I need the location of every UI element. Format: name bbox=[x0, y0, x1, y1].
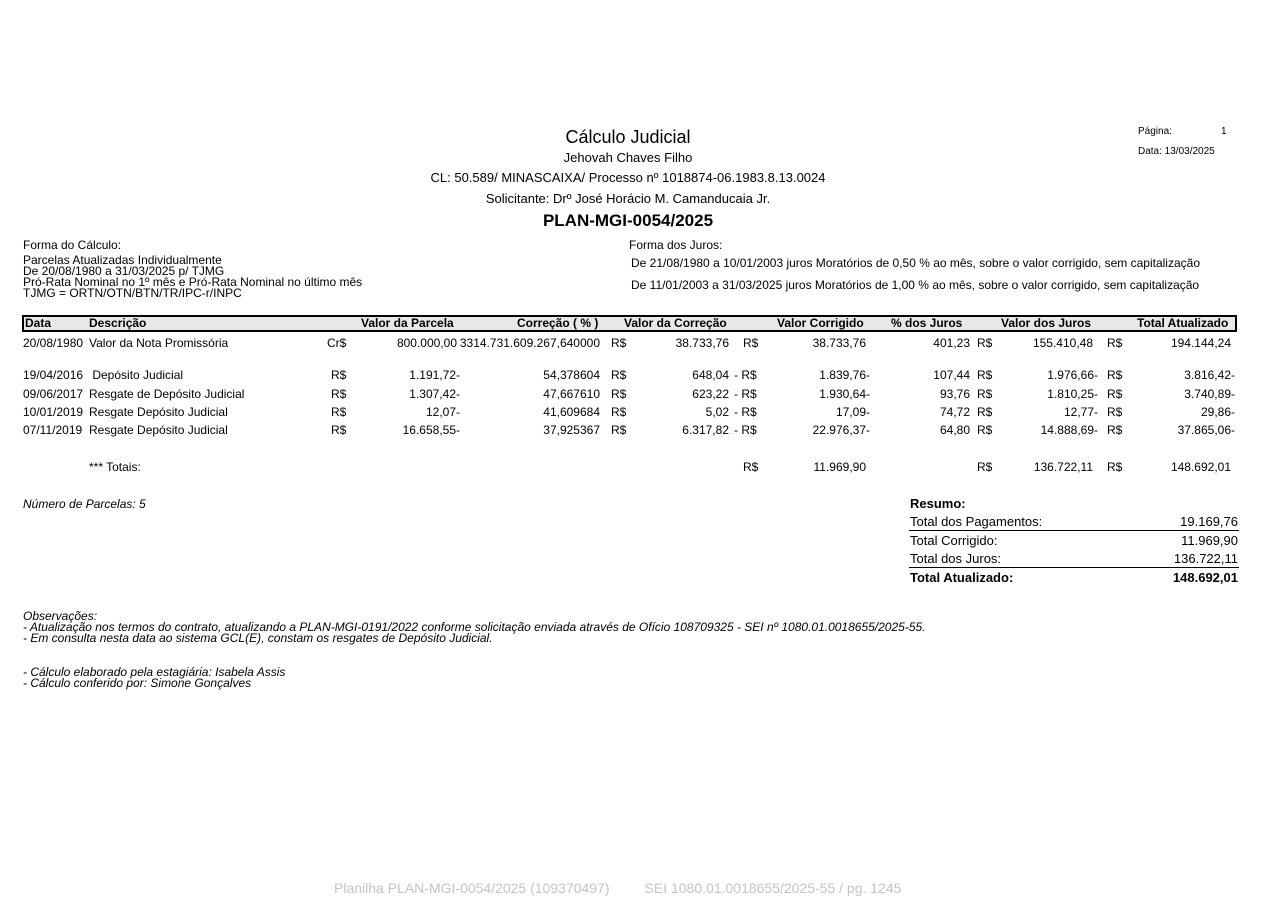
summary-value: 136.722,11 bbox=[1173, 551, 1238, 566]
cell-descricao: Resgate Depósito Judicial bbox=[89, 405, 228, 419]
cell-descricao: Resgate Depósito Judicial bbox=[89, 423, 228, 437]
cell-descricao: Depósito Judicial bbox=[89, 368, 184, 382]
col-header-valor-parcela: Valor da Parcela bbox=[361, 316, 454, 330]
cell-currency: R$ bbox=[1107, 405, 1123, 419]
cell-correcao: 3314.731.609.267,640000 bbox=[459, 336, 600, 350]
cell-valor-parcela: 16.658,55- bbox=[402, 423, 460, 437]
cell-currency: R$ bbox=[1107, 387, 1123, 401]
summary-row-juros bbox=[909, 550, 1239, 568]
observation-line: - Atualização nos termos do contrato, atualizando a PLAN-MGI-0191/2022 conforme solicitação enviada através de Ofício 108709325 - SEI nº 1080.01.0018655/2025-55. bbox=[23, 620, 926, 634]
summary-label: Total dos Pagamentos: bbox=[910, 514, 1043, 529]
summary-value: 11.969,90 bbox=[1181, 533, 1238, 548]
cell-currency: R$ bbox=[611, 336, 627, 350]
cell-currency: R$ bbox=[977, 460, 993, 474]
cell-data: 07/11/2019 bbox=[23, 423, 83, 437]
cell-valor-juros: 155.410,48 bbox=[1032, 336, 1093, 350]
cell-pct-juros: 93,76 bbox=[939, 387, 970, 401]
cell-descricao: Resgate de Depósito Judicial bbox=[89, 387, 245, 401]
cell-currency: - R$ bbox=[734, 368, 757, 382]
summary-row-pagamentos bbox=[909, 513, 1239, 531]
col-header-valor-juros: Valor dos Juros bbox=[1001, 316, 1092, 330]
cell-currency: R$ bbox=[611, 423, 627, 437]
totals-valor-juros: 136.722,11 bbox=[1033, 460, 1093, 474]
summary-label: Total Corrigido: bbox=[910, 533, 998, 548]
cell-currency: R$ bbox=[977, 336, 993, 350]
cell-currency: R$ bbox=[1107, 368, 1123, 382]
cell-valor-corrigido: 22.976,37- bbox=[812, 423, 870, 437]
page-label: Página: bbox=[1138, 126, 1172, 137]
col-header-descricao: Descrição bbox=[89, 316, 147, 330]
summary-label: Total dos Juros: bbox=[910, 551, 1002, 566]
calc-method-label: Forma do Cálculo: bbox=[23, 238, 122, 252]
cell-valor-juros: 1.810,25- bbox=[1047, 387, 1098, 401]
cell-valor-correcao: 6.317,82 bbox=[682, 423, 729, 437]
cell-valor-parcela: 1.191,72- bbox=[409, 368, 460, 382]
cell-correcao: 47,667610 bbox=[543, 387, 600, 401]
cell-pct-juros: 107,44 bbox=[933, 368, 970, 382]
totals-valor-corrigido: 11.969,90 bbox=[813, 460, 866, 474]
document-title: Cálculo Judicial bbox=[565, 127, 691, 147]
cell-currency: R$ bbox=[611, 387, 627, 401]
col-header-total: Total Atualizado bbox=[1137, 316, 1229, 330]
document-footer: Planilha PLAN-MGI-0054/2025 (109370497) SEI 1080.01.0018655/2025-55 / pg. 1245 bbox=[334, 880, 902, 896]
cell-currency: R$ bbox=[977, 368, 993, 382]
totals-label: *** Totais: bbox=[89, 460, 141, 474]
cell-currency: R$ bbox=[1107, 336, 1123, 350]
cell-currency: Cr$ bbox=[327, 336, 347, 350]
calc-method-line: TJMG = ORTN/OTN/BTN/TR/IPC-r/INPC bbox=[23, 286, 242, 300]
cell-valor-corrigido: 17,09- bbox=[835, 405, 870, 419]
col-header-valor-correcao: Valor da Correção bbox=[624, 316, 727, 330]
cell-data: 10/01/2019 bbox=[23, 405, 84, 419]
cell-currency: R$ bbox=[977, 405, 993, 419]
cell-valor-correcao: 648,04 bbox=[692, 368, 729, 382]
summary-value: 148.692,01 bbox=[1172, 570, 1238, 585]
col-header-correcao: Correção ( % ) bbox=[517, 316, 599, 330]
summary-label: Total Atualizado: bbox=[910, 570, 1014, 585]
calc-method-line: Pró-Rata Nominal no 1º mês e Pró-Rata Nominal no último mês bbox=[23, 275, 363, 289]
cell-currency: R$ bbox=[331, 368, 347, 382]
cell-valor-juros: 12,77- bbox=[1063, 405, 1098, 419]
cell-currency: - R$ bbox=[734, 405, 757, 419]
cell-data: 09/06/2017 bbox=[23, 387, 84, 401]
cell-currency: R$ bbox=[1107, 423, 1123, 437]
cell-currency: - R$ bbox=[734, 423, 757, 437]
totals-total: 148.692,01 bbox=[1170, 460, 1231, 474]
cell-valor-juros: 14.888,69- bbox=[1040, 423, 1098, 437]
col-header-pct-juros: % dos Juros bbox=[891, 316, 963, 330]
cell-pct-juros: 64,80 bbox=[939, 423, 970, 437]
cell-currency: R$ bbox=[611, 405, 627, 419]
cell-currency: R$ bbox=[331, 423, 347, 437]
cell-currency: R$ bbox=[331, 387, 347, 401]
person-name: Jehovah Chaves Filho bbox=[563, 150, 693, 165]
plan-code: PLAN-MGI-0054/2025 bbox=[542, 211, 714, 230]
calc-method-line: Parcelas Atualizadas Individualmente bbox=[23, 253, 222, 267]
cell-valor-correcao: 38.733,76 bbox=[675, 336, 729, 350]
cell-total: 29,86- bbox=[1200, 405, 1235, 419]
cell-currency: - R$ bbox=[734, 387, 757, 401]
page-number: 1 bbox=[1221, 126, 1227, 137]
observation-line: - Em consulta nesta data ao sistema GCL(E), constam os resgates de Depósito Judicial. bbox=[23, 631, 493, 645]
cell-currency: R$ bbox=[611, 368, 627, 382]
cell-valor-corrigido: 1.839,76- bbox=[819, 368, 870, 382]
col-header-valor-corrigido: Valor Corrigido bbox=[777, 316, 864, 330]
cell-currency: R$ bbox=[977, 423, 993, 437]
interest-method-line: De 21/08/1980 a 10/01/2003 juros Moratórios de 0,50 % ao mês, sobre o valor corrigido, sem capitalização bbox=[631, 256, 1200, 270]
process-line: CL: 50.589/ MINASCAIXA/ Processo nº 1018874-06.1983.8.13.0024 bbox=[430, 170, 826, 185]
cell-currency: R$ bbox=[331, 405, 347, 419]
cell-valor-correcao: 623,22 bbox=[692, 387, 729, 401]
summary-title: Resumo: bbox=[910, 496, 966, 511]
interest-method-line: De 11/01/2003 a 31/03/2025 juros Moratórios de 1,00 % ao mês, sobre o valor corrigido, sem capitalização bbox=[631, 278, 1200, 292]
cell-correcao: 37,925367 bbox=[543, 423, 600, 437]
cell-currency: R$ bbox=[743, 460, 759, 474]
cell-total: 37.865,06- bbox=[1177, 423, 1235, 437]
cell-pct-juros: 401,23 bbox=[933, 336, 970, 350]
cell-valor-correcao: 5,02 bbox=[705, 405, 729, 419]
cell-data: 19/04/2016 bbox=[23, 368, 84, 382]
cell-valor-juros: 1.976,66- bbox=[1047, 368, 1098, 382]
calc-method-details bbox=[23, 255, 362, 299]
cell-valor-parcela: 800.000,00 bbox=[396, 336, 457, 350]
cell-descricao: Valor da Nota Promissória bbox=[89, 336, 229, 350]
summary-row-corrigido bbox=[909, 532, 1239, 550]
cell-currency: R$ bbox=[977, 387, 993, 401]
date-label: Data: 13/03/2025 bbox=[1138, 146, 1215, 157]
calc-method-line: De 20/08/1980 a 31/03/2025 p/ TJMG bbox=[23, 264, 225, 278]
summary-row-total bbox=[909, 569, 1239, 587]
interest-method-label: Forma dos Juros: bbox=[629, 238, 723, 252]
observations bbox=[23, 611, 926, 644]
cell-correcao: 54,378604 bbox=[543, 368, 600, 382]
summary-value: 19.169,76 bbox=[1180, 514, 1238, 529]
cell-valor-corrigido: 1.930,64- bbox=[819, 387, 870, 401]
installments-count: Número de Parcelas: 5 bbox=[23, 497, 146, 511]
cell-currency: R$ bbox=[743, 336, 759, 350]
cell-valor-parcela: 12,07- bbox=[425, 405, 460, 419]
requester-line: Solicitante: Drº José Horácio M. Camanducaia Jr. bbox=[485, 191, 771, 206]
cell-total: 194.144,24 bbox=[1170, 336, 1231, 350]
cell-total: 3.816,42- bbox=[1184, 368, 1235, 382]
cell-correcao: 41,609684 bbox=[543, 405, 600, 419]
credit-line: - Cálculo conferido por: Simone Gonçalves bbox=[23, 676, 252, 690]
col-header-data: Data bbox=[25, 316, 52, 330]
cell-pct-juros: 74,72 bbox=[939, 405, 970, 419]
cell-data: 20/08/1980 bbox=[23, 336, 84, 350]
observation-line: Observações: bbox=[23, 609, 98, 623]
cell-currency: R$ bbox=[1107, 460, 1123, 474]
credit-line: - Cálculo elaborado pela estagiária: Isabela Assis bbox=[23, 665, 286, 679]
cell-total: 3.740,89- bbox=[1184, 387, 1235, 401]
cell-valor-corrigido: 38.733,76 bbox=[812, 336, 866, 350]
credits bbox=[23, 667, 285, 689]
cell-valor-parcela: 1.307,42- bbox=[409, 387, 460, 401]
